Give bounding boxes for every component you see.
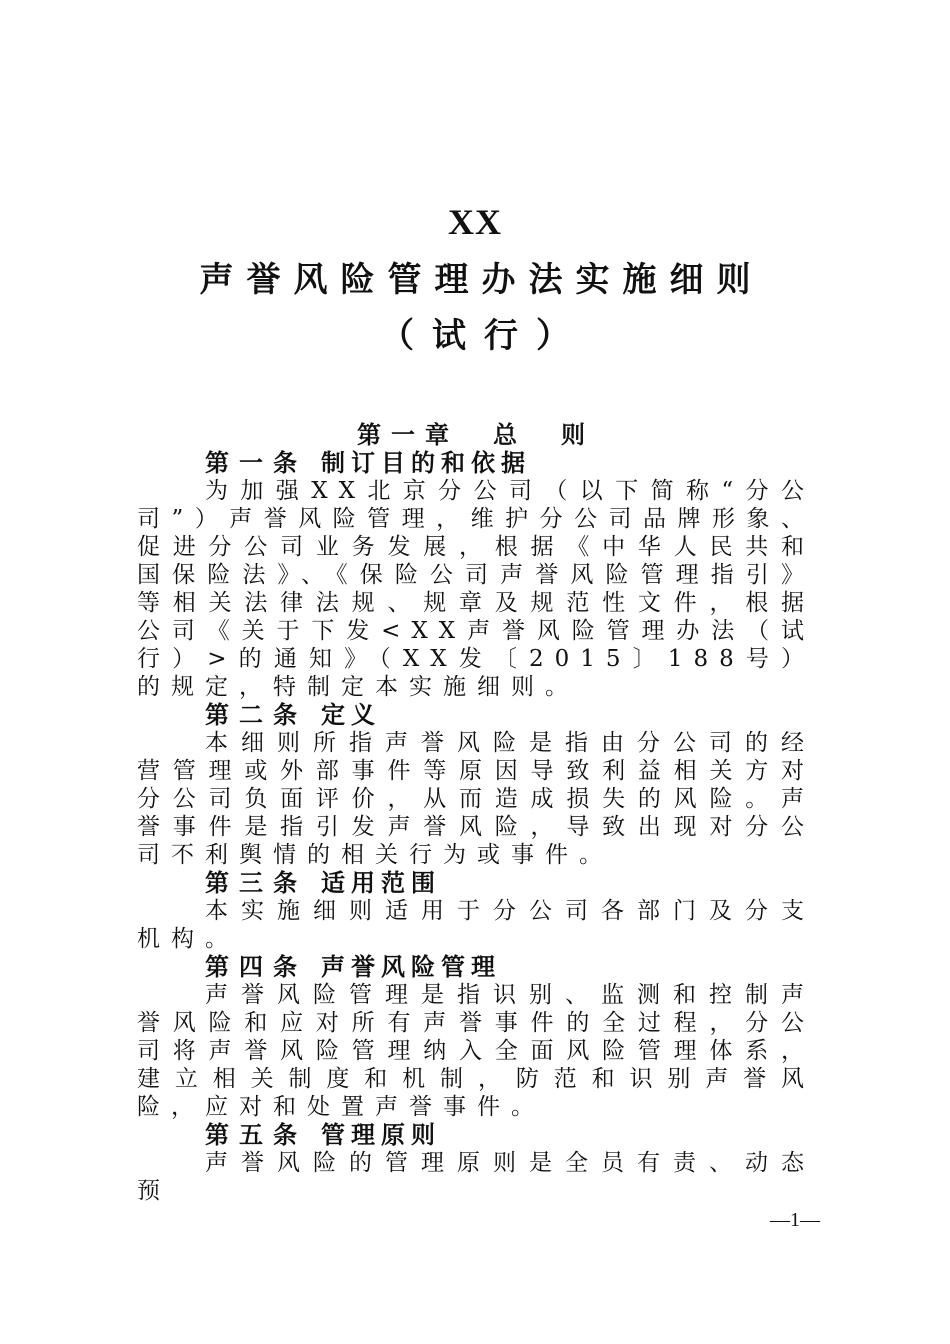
article-heading-text: 定义	[321, 700, 381, 729]
article-paragraph-1: 为加强XX北京分公司（以下简称“分公司”）声誉风险管理，维护分公司品牌形象、促进分公司业务发展，根据《中华人民共和国保险法》、《保险公司声誉风险管理指引》等相关法律法规、规章及规范性文件，根据公司《关于下发<XX声誉风险管理办法（试行）>的通知》（XX发〔2015〕188号）的规定，特制定本实施细则。	[137, 478, 815, 700]
title-block	[0, 200, 950, 358]
article-heading-text: 管理原则	[321, 1120, 441, 1149]
page-number: —1—	[770, 1209, 820, 1231]
document-body	[137, 421, 815, 1205]
article-number: 第三条	[205, 868, 307, 897]
article-heading-text: 适用范围	[321, 868, 441, 897]
article-heading-text: 声誉风险管理	[321, 952, 501, 981]
title-trial: （试行）	[380, 316, 588, 356]
article-heading-3	[137, 869, 815, 897]
article-heading-text: 制订目的和依据	[321, 448, 531, 477]
title-company: XX	[448, 202, 502, 242]
article-number: 第二条	[205, 700, 307, 729]
title-main: 声誉风险管理办法实施细则	[199, 260, 764, 300]
article-paragraph-5: 声誉风险的管理原则是全员有责、动态预	[137, 1150, 815, 1204]
article-number: 第一条	[205, 448, 307, 477]
article-paragraph-4: 声誉风险管理是指识别、监测和控制声誉风险和应对所有声誉事件的全过程，分公司将声誉风险管理纳入全面风险管理体系，建立相关制度和机制，防范和识别声誉风险，应对和处置声誉事件。	[137, 982, 815, 1120]
article-number: 第四条	[205, 952, 307, 981]
article-number: 第五条	[205, 1120, 307, 1149]
article-heading-4	[137, 953, 815, 981]
chapter-title: 第一章 总 则	[357, 420, 595, 449]
article-paragraph-3: 本实施细则适用于分公司各部门及分支机构。	[137, 898, 815, 952]
article-paragraph-2: 本细则所指声誉风险是指由分公司的经营管理或外部事件等原因导致利益相关方对分公司负面评价，从而造成损失的风险。声誉事件是指引发声誉风险，导致出现对分公司不利舆情的相关行为或事件。	[137, 730, 815, 868]
article-heading-1	[137, 449, 815, 477]
article-heading-2	[137, 701, 815, 729]
article-heading-5	[137, 1121, 815, 1149]
